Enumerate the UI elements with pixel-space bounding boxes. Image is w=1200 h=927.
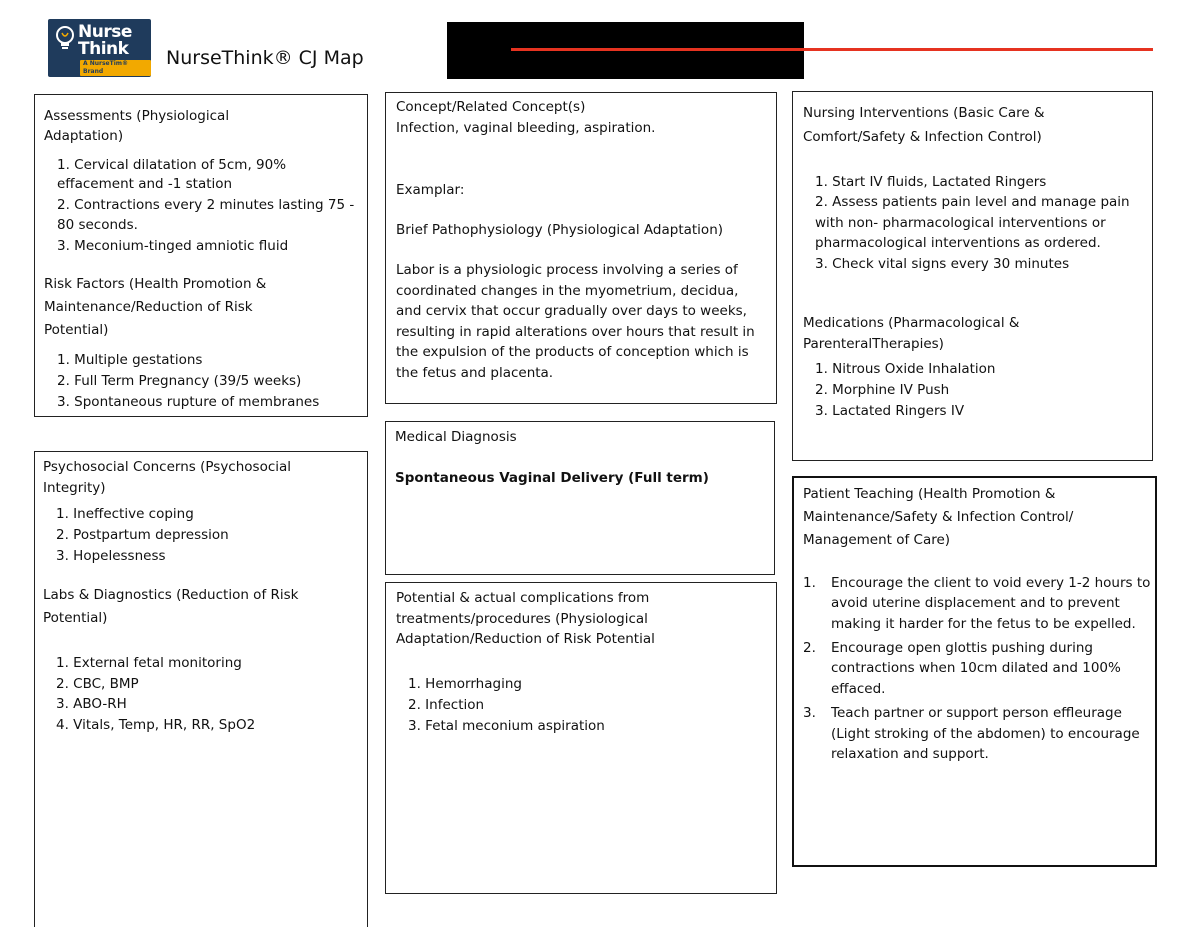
- list-item: 2. Postpartum depression: [56, 527, 229, 543]
- list-item: 2. Full Term Pregnancy (39/5 weeks): [57, 373, 302, 389]
- list-item: 2. Contractions every 2 minutes lasting 75 -: [57, 197, 355, 213]
- teaching-item-number: 2.: [803, 640, 816, 656]
- medical-diagnosis-heading: Medical Diagnosis: [395, 429, 517, 445]
- teaching-item-number: 3.: [803, 705, 816, 721]
- list-item: 1. Start IV fluids, Lactated Ringers: [815, 174, 1047, 190]
- psychosocial-heading: Integrity): [43, 480, 106, 496]
- list-item: 2. Assess patients pain level and manage pain: [815, 194, 1130, 210]
- list-item: 3. Hopelessness: [56, 548, 166, 564]
- list-item: 4. Vitals, Temp, HR, RR, SpO2: [56, 717, 256, 733]
- concept-heading: Concept/Related Concept(s): [396, 99, 586, 115]
- list-item: 1. External fetal monitoring: [56, 655, 242, 671]
- pathophysiology-line: Labor is a physiologic process involving a series of: [396, 262, 738, 278]
- patient-teaching-heading: Patient Teaching (Health Promotion &: [803, 486, 1056, 502]
- pathophysiology-line: coordinated changes in the myometrium, decidua,: [396, 283, 739, 299]
- list-item: 80 seconds.: [57, 217, 138, 233]
- complications-heading: Potential & actual complications from: [396, 590, 650, 606]
- teaching-item-line: Encourage open glottis pushing during: [831, 640, 1093, 656]
- list-item: 1. Cervical dilatation of 5cm, 90%: [57, 157, 287, 173]
- list-item: with non- pharmacological interventions or: [815, 215, 1106, 231]
- teaching-item-line: (Light stroking of the abdomen) to encourage: [831, 726, 1140, 742]
- patient-teaching-heading: Maintenance/Safety & Infection Control/: [803, 509, 1074, 525]
- pathophysiology-heading: Brief Pathophysiology (Physiological Adaptation): [396, 222, 724, 238]
- list-item: 1. Nitrous Oxide Inhalation: [815, 361, 996, 377]
- lightbulb-icon: [55, 25, 75, 53]
- pathophysiology-line: resulting in rapid alterations over hours that result in: [396, 324, 755, 340]
- complications-heading: treatments/procedures (Physiological: [396, 611, 648, 627]
- assessments-heading: Assessments (Physiological: [44, 108, 230, 124]
- labs-heading: Potential): [43, 610, 108, 626]
- medications-heading: Medications (Pharmacological &: [803, 315, 1020, 331]
- teaching-item-line: avoid uterine displacement and to prevent: [831, 595, 1120, 611]
- pathophysiology-line: the fetus and placenta.: [396, 365, 554, 381]
- interventions-heading: Comfort/Safety & Infection Control): [803, 129, 1042, 145]
- pathophysiology-line: and cervix that occur gradually over days to weeks,: [396, 303, 747, 319]
- list-item: 1. Multiple gestations: [57, 352, 203, 368]
- risk-factors-heading: Maintenance/Reduction of Risk: [44, 299, 253, 315]
- header-red-rule: [511, 48, 1153, 51]
- teaching-item-line: Encourage the client to void every 1-2 hours to: [831, 575, 1151, 591]
- complications-heading: Adaptation/Reduction of Risk Potential: [396, 631, 655, 647]
- list-item: 3. Fetal meconium aspiration: [408, 718, 605, 734]
- medications-heading: ParenteralTherapies): [803, 336, 944, 352]
- list-item: 3. Check vital signs every 30 minutes: [815, 256, 1070, 272]
- psychosocial-heading: Psychosocial Concerns (Psychosocial: [43, 459, 292, 475]
- page-title: NurseThink® CJ Map: [166, 47, 364, 69]
- list-item: effacement and -1 station: [57, 176, 233, 192]
- teaching-item-line: effaced.: [831, 681, 886, 697]
- list-item: 3. Meconium-tinged amniotic fluid: [57, 238, 289, 254]
- teaching-item-line: making it harder for the fetus to be expelled.: [831, 616, 1136, 632]
- interventions-heading: Nursing Interventions (Basic Care &: [803, 105, 1045, 121]
- logo-word-think: Think: [78, 39, 129, 59]
- medical-diagnosis-value: Spontaneous Vaginal Delivery (Full term): [395, 470, 709, 486]
- patient-teaching-heading: Management of Care): [803, 532, 951, 548]
- concept-text: Infection, vaginal bleeding, aspiration.: [396, 120, 656, 136]
- teaching-item-line: contractions when 10cm dilated and 100%: [831, 660, 1121, 676]
- pathophysiology-line: the expulsion of the products of conception which is: [396, 344, 749, 360]
- list-item: 3. ABO-RH: [56, 696, 127, 712]
- list-item: 3. Spontaneous rupture of membranes: [57, 394, 320, 410]
- logo-tagline: A NurseTim® Brand: [80, 60, 151, 76]
- list-item: pharmacological interventions as ordered.: [815, 235, 1101, 251]
- list-item: 2. Infection: [408, 697, 485, 713]
- teaching-item-line: relaxation and support.: [831, 746, 989, 762]
- list-item: 2. Morphine IV Push: [815, 382, 950, 398]
- list-item: 1. Ineffective coping: [56, 506, 194, 522]
- labs-heading: Labs & Diagnostics (Reduction of Risk: [43, 587, 299, 603]
- assessments-heading: Adaptation): [44, 128, 124, 144]
- exemplar-label: Examplar:: [396, 182, 465, 198]
- logo-word-nurse: Nurse: [78, 22, 132, 42]
- list-item: 1. Hemorrhaging: [408, 676, 522, 692]
- teaching-item-line: Teach partner or support person effleurage: [831, 705, 1122, 721]
- teaching-item-number: 1.: [803, 575, 816, 591]
- list-item: 2. CBC, BMP: [56, 676, 139, 692]
- risk-factors-heading: Potential): [44, 322, 109, 338]
- risk-factors-heading: Risk Factors (Health Promotion &: [44, 276, 267, 292]
- list-item: 3. Lactated Ringers IV: [815, 403, 965, 419]
- nursethink-logo: [48, 19, 151, 77]
